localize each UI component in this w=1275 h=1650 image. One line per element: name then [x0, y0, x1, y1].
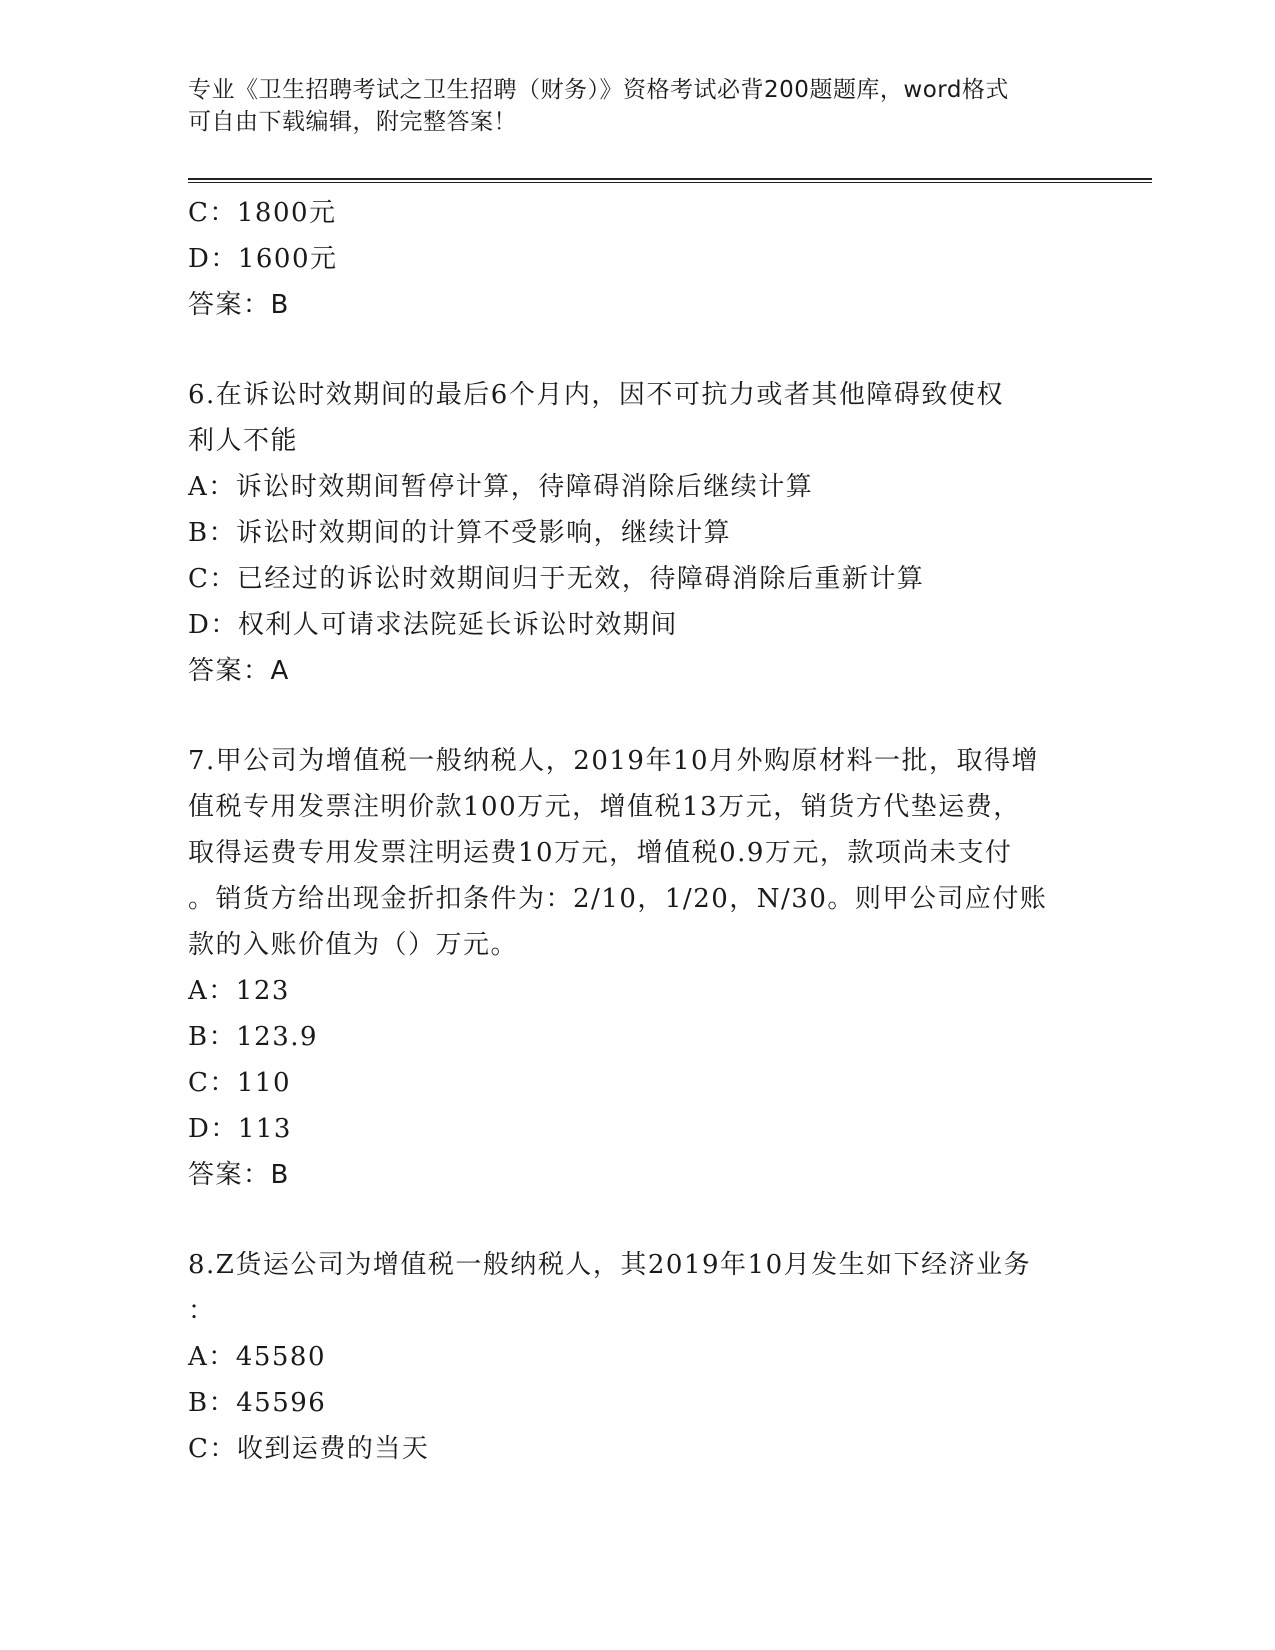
option-a: A：诉讼时效期间暂停计算，待障碍消除后继续计算 [188, 472, 814, 502]
option-b: B：诉讼时效期间的计算不受影响，继续计算 [188, 518, 732, 548]
spacer [188, 328, 1088, 372]
question-content [188, 190, 1088, 1472]
question-stem-line: ： [188, 1296, 216, 1326]
option-c: C：已经过的诉讼时效期间归于无效，待障碍消除后重新计算 [188, 564, 925, 594]
option-c: C：收到运费的当天 [188, 1434, 430, 1464]
question-stem-line: 取得运费专用发票注明运费10万元，增值税0.9万元，款项尚未支付 [188, 838, 1013, 868]
question-8 [188, 1242, 1088, 1472]
question-stem-line: 8.Z货运公司为增值税一般纳税人，其2019年10月发生如下经济业务 [188, 1250, 1032, 1280]
question-5-tail [188, 190, 1088, 328]
option-d: D：1600元 [188, 244, 338, 274]
option-d: D：113 [188, 1114, 292, 1144]
option-c: C：1800元 [188, 198, 337, 228]
question-stem-line: 款的入账价值为（）万元。 [188, 930, 519, 960]
question-stem-line: 利人不能 [188, 426, 299, 456]
option-b: B：123.9 [188, 1022, 319, 1052]
answer-line: 答案：A [188, 656, 290, 686]
option-b: B：45596 [188, 1388, 327, 1418]
option-a: A：123 [188, 976, 290, 1006]
option-d: D：权利人可请求法院延长诉讼时效期间 [188, 610, 678, 640]
spacer [188, 694, 1088, 738]
header-line-1: 专业《卫生招聘考试之卫生招聘（财务）》资格考试必背200题题库，word格式 [188, 77, 1009, 103]
option-c: C：110 [188, 1068, 292, 1098]
question-stem-line: 7.甲公司为增值税一般纳税人，2019年10月外购原材料一批，取得增 [188, 746, 1040, 776]
header-rule-thick [188, 178, 1152, 180]
spacer [188, 1198, 1088, 1242]
question-6 [188, 372, 1088, 694]
header-rule-thin [188, 182, 1152, 183]
option-a: A：45580 [188, 1342, 326, 1372]
header-line-2: 可自由下载编辑，附完整答案！ [188, 109, 517, 135]
question-stem-line: 。销货方给出现金折扣条件为：2/10，1/20，N/30。则甲公司应付账 [188, 884, 1048, 914]
answer-line: 答案：B [188, 290, 290, 320]
document-header [188, 74, 1088, 138]
question-stem-line: 6.在诉讼时效期间的最后6个月内，因不可抗力或者其他障碍致使权 [188, 380, 1004, 410]
question-stem-line: 值税专用发票注明价款100万元，增值税13万元，销货方代垫运费， [188, 792, 1021, 822]
question-7 [188, 738, 1088, 1198]
answer-line: 答案：B [188, 1160, 290, 1190]
